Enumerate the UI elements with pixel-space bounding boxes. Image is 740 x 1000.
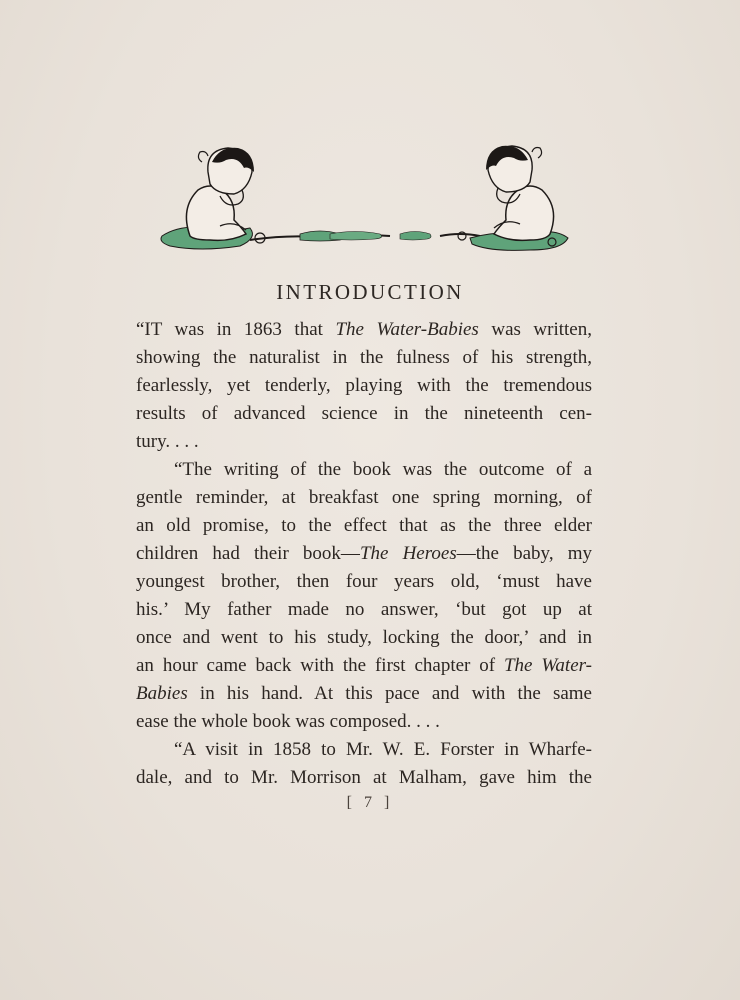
text-line: an hour came back with the first chapter of The Water- — [136, 655, 592, 676]
text-line: Babies in his hand. At this pace and with the same — [136, 683, 592, 704]
text-line: fearlessly, yet tenderly, playing with the tremendous — [136, 375, 592, 396]
text-line: gentle reminder, at breakfast one spring morning, of — [136, 487, 592, 508]
body-text — [136, 316, 592, 792]
text-line: “IT was in 1863 that The Water-Babies was written, — [136, 319, 592, 340]
text-line: tury. . . . — [136, 431, 199, 452]
paragraph-3 — [136, 736, 592, 792]
paragraph-2 — [136, 456, 592, 736]
text-line: “A visit in 1858 to Mr. W. E. Forster in Wharfe- — [174, 739, 592, 760]
page-number: [ 7 ] — [346, 794, 394, 811]
water-babies-illustration — [150, 138, 590, 258]
text-line: dale, and to Mr. Morrison at Malham, gave him the — [136, 767, 592, 788]
left-baby-figure — [186, 148, 254, 241]
text-line: his.’ My father made no answer, ‘but got up at — [136, 599, 592, 620]
text-line: “The writing of the book was the outcome of a — [174, 459, 592, 480]
chapter-title: INTRODUCTION — [276, 280, 464, 304]
text-line: children had their book—The Heroes—the baby, my — [136, 543, 592, 564]
right-baby-figure — [486, 146, 554, 241]
text-line: youngest brother, then four years old, ‘must have — [136, 571, 592, 592]
text-line: results of advanced science in the nineteenth cen- — [136, 403, 592, 424]
text-line: an old promise, to the effect that as the three elder — [136, 515, 592, 536]
paragraph-1 — [136, 316, 592, 456]
text-line: showing the naturalist in the fulness of his strength, — [136, 347, 592, 368]
text-line: ease the whole book was composed. . . . — [136, 711, 440, 732]
text-line: once and went to his study, locking the door,’ and in — [136, 627, 592, 648]
